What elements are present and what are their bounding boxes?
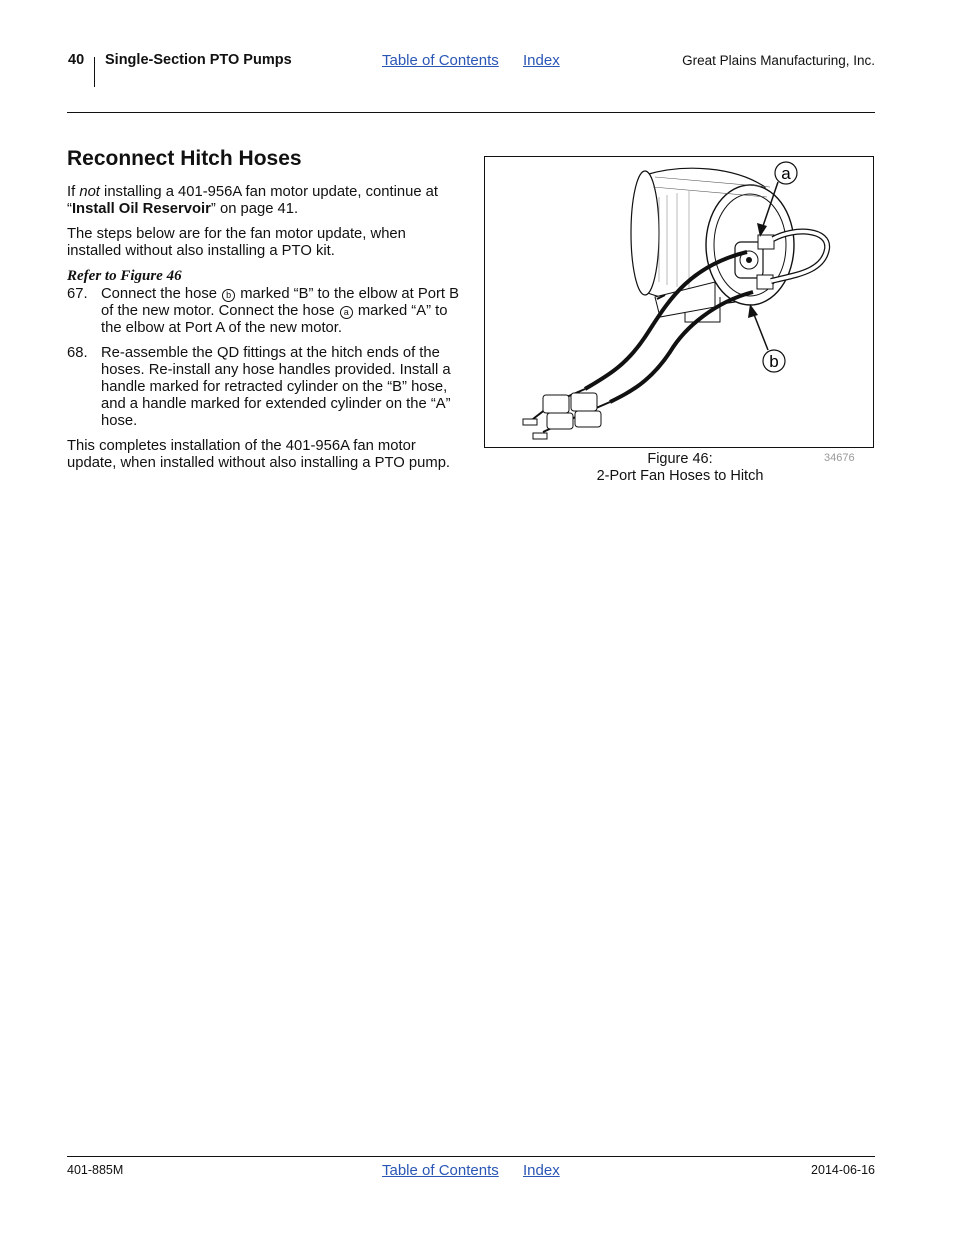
page-heading: Reconnect Hitch Hoses [67, 147, 302, 170]
figure-reference: Refer to Figure 46 [67, 268, 182, 284]
figure-title: 2-Port Fan Hoses to Hitch [596, 468, 764, 484]
fan-hose-illustration [485, 157, 873, 447]
callout-a-label: a [781, 164, 791, 183]
footer-toc-link[interactable]: Table of Contents [382, 1162, 499, 1179]
step-number: 68. [67, 345, 88, 361]
header-rule [67, 112, 875, 113]
hose-handles-icon [523, 393, 601, 439]
figure-caption [484, 451, 876, 485]
header-divider [94, 57, 95, 87]
callout-b-label: b [769, 352, 779, 371]
callout-b-marker: b [222, 289, 235, 302]
text-column [67, 146, 459, 480]
intro-paragraph: If not installing a 401-956A fan motor update, continue at “Install Oil Reservoir” on page 41. [67, 184, 439, 217]
step-68 [67, 345, 459, 430]
step-67 [67, 286, 459, 337]
figure-number: Figure 46: [647, 451, 713, 467]
callout-a-marker: a [340, 306, 353, 319]
scope-paragraph: The steps below are for the fan motor update, when installed without also installing a PTO kit. [67, 226, 406, 259]
page-number: 40 [68, 52, 85, 68]
figure-46 [484, 156, 874, 448]
company-name: Great Plains Manufacturing, Inc. [682, 53, 875, 68]
step-text: Connect the hose b marked “B” to the elbow at Port B of the new motor. Connect the hose a marked “A” to the elbow at Port A of the new motor. [101, 286, 459, 336]
callout-b [748, 304, 785, 372]
document-number: 401-885M [67, 1163, 124, 1177]
section-title: Single-Section PTO Pumps [105, 52, 292, 68]
figure-id: 34676 [824, 452, 855, 464]
footer-rule [67, 1156, 875, 1157]
cross-reference: Install Oil Reservoir [71, 201, 211, 217]
header-toc-link[interactable]: Table of Contents [382, 52, 499, 69]
closing-paragraph: This completes installation of the 401-956A fan motor update, when installed without also installing a PTO pump. [67, 438, 451, 471]
step-number: 67. [67, 286, 88, 302]
step-text: Re-assemble the QD fittings at the hitch ends of the hoses. Re-install any hose handles provided. Install a handle marked for retracted cylinder on the “B” hose, and a handle marked for extended cylinder on the “A” hose. [101, 345, 451, 429]
header-index-link[interactable]: Index [523, 52, 560, 69]
footer-index-link[interactable]: Index [523, 1162, 560, 1179]
publication-date: 2014-06-16 [811, 1163, 875, 1177]
